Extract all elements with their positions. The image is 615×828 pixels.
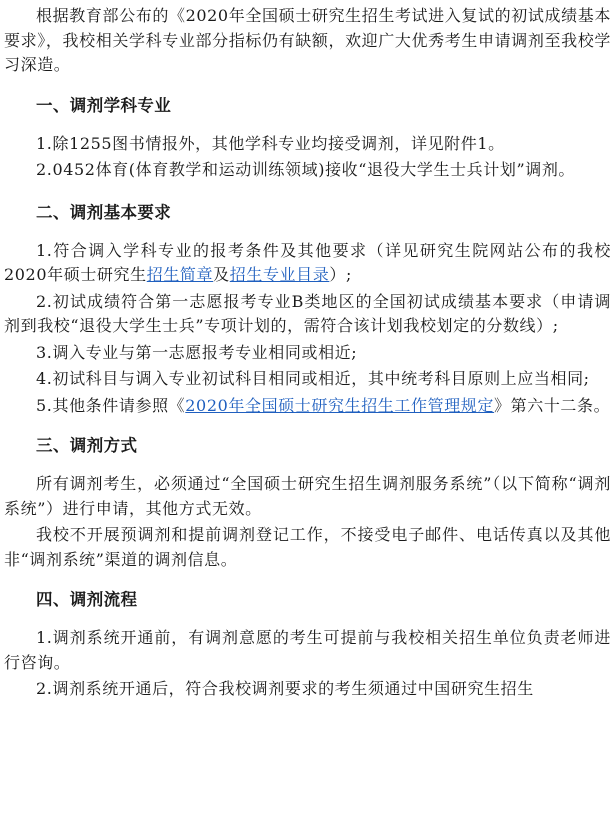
list-item: 2.初试成绩符合第一志愿报考专业B类地区的全国初试成绩基本要求（申请调剂到我校“退役大学生士兵”专项计划的，需符合该计划我校划定的分数线）; <box>4 291 611 335</box>
requirement-1-suffix: ）; <box>329 265 352 284</box>
list-item: 2.0452体育(体育教学和运动训练领域)接收“退役大学生士兵计划”调剂。 <box>36 160 576 179</box>
list-item: 1.调剂系统开通前，有调剂意愿的考生可提前与我校相关招生单位负责老师进行咨询。 <box>4 628 611 672</box>
intro-paragraph: 根据教育部公布的《2020年全国硕士研究生招生考试进入复试的初试成绩基本要求》，我校相关学科专业部分指标仍有缺额，欢迎广大优秀考生申请调剂至我校学习深造。 <box>4 6 611 74</box>
section-heading-adjust-majors: 一、调剂学科专业 <box>36 95 172 115</box>
list-item: 1.除1255图书情报外，其他学科专业均接受调剂，详见附件1。 <box>36 133 505 153</box>
list-item: 3.调入专业与第一志愿报考专业相同或相近; <box>36 342 358 362</box>
document-body <box>4 4 611 702</box>
requirement-5-prefix: 5.其他条件请参照《 <box>36 395 186 415</box>
list-item: 我校不开展预调剂和提前调剂登记工作，不接受电子邮件、电话传真以及其他非“调剂系统”渠道的调剂信息。 <box>4 525 611 569</box>
list-item: 所有调剂考生，必须通过“全国硕士研究生招生调剂服务系统”（以下简称“调剂系统”）进行申请，其他方式无效。 <box>4 474 611 518</box>
list-item <box>4 239 611 288</box>
requirement-1-prefix: 1.符合调入学科专业的报考条件及其他要求（详见研究生院网站公布的我校2020年硕士研究生 <box>4 240 611 284</box>
admission-brochure-link[interactable]: 招生简章 <box>146 265 214 284</box>
section-heading-basic-requirements: 二、调剂基本要求 <box>36 202 172 222</box>
section-heading-adjust-process: 四、调剂流程 <box>36 590 138 609</box>
list-item <box>4 394 611 419</box>
list-item: 2.调剂系统开通后，符合我校调剂要求的考生须通过中国研究生招生 <box>36 679 534 698</box>
section-heading-adjust-method: 三、调剂方式 <box>36 436 138 455</box>
admission-catalog-link[interactable]: 招生专业目录 <box>229 265 330 284</box>
requirement-5-suffix: 》第六十二条。 <box>494 395 611 415</box>
admission-regulations-link[interactable]: 2020年全国硕士研究生招生工作管理规定 <box>185 395 495 415</box>
requirement-1-middle: 及 <box>213 265 230 284</box>
list-item: 4.初试科目与调入专业初试科目相同或相近，其中统考科目原则上应当相同; <box>36 369 590 388</box>
